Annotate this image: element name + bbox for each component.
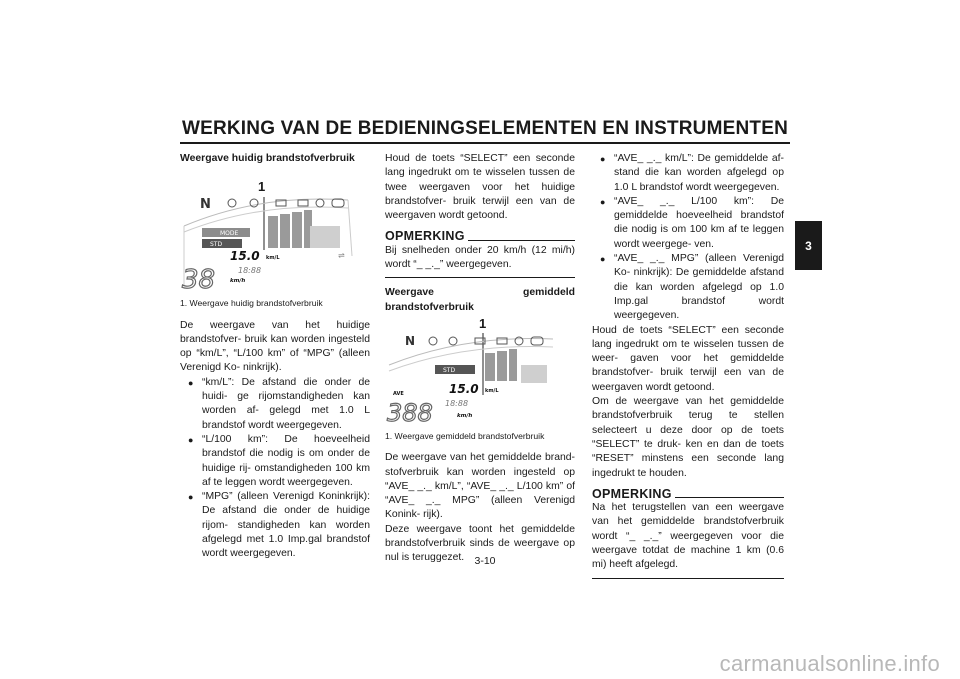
figure-callout: 1: [258, 179, 266, 195]
fuel-value: 15.0: [230, 249, 260, 264]
bullet-icon: ●: [600, 196, 606, 207]
paragraph: Om de weergave van het gemiddelde brandstofverbruik terug te stellen selecteert u deze door op de toets “SELECT” te druk- ken en dan de toets “RESET” minstens een seconde lang ingedrukt te houden.: [592, 396, 784, 479]
page-number: 3-10: [474, 555, 496, 567]
figure-current-fuel: [180, 166, 370, 294]
fuel-unit: km/L: [485, 387, 499, 394]
std-label: STD: [443, 366, 456, 374]
paragraph: Deze weergave toont het gemiddelde brandstofverbruik sinds de weergave op nul is teruggezet.: [385, 523, 575, 564]
note-text: Na het terugstellen van een weergave van het gemiddelde brandstofverbruik wordt “_ _._” weergegeven voor die weergave totdat de machine 1 km (0.6 mi) heeft afgelegd.: [592, 502, 784, 571]
paragraph: Houd de toets “SELECT” een seconde lang ingedrukt om te wisselen tussen de twee weergaven voor het huidige brandstofver- bruik terwijl een van de weergaven wordt getoond.: [385, 153, 575, 222]
note-end-rule: [385, 277, 575, 278]
list-item: ● “AVE_ _._ L/100 km”: De gemiddelde hoeveelheid brandstof die nodig is om 100 km af te leggen wordt weergege- ven.: [600, 195, 784, 250]
list-item: ● “AVE_ _._ km/L”: De gemiddelde af- stand die kan worden afgelegd op 1.0 L brandstof wordt weergegeven.: [600, 153, 784, 193]
svg-text:N: N: [200, 197, 211, 213]
bullet-list: [592, 152, 784, 324]
note-heading: [592, 487, 784, 501]
column-1: [180, 152, 370, 562]
note-text: Bij snelheden onder 20 km/h (12 mi/h) wordt “_ _._” weergegeven.: [385, 244, 575, 271]
bullet-icon: ●: [188, 434, 194, 445]
paragraph: De weergave van het huidige brandstofver- bruik kan worden ingesteld op “km/L”, “L/100 km” of “MPG” (alleen Verenigd Ko- ninkrijk).: [180, 319, 370, 374]
svg-text:N: N: [405, 333, 416, 348]
heading-average-fuel: Weergave gemiddeld brandstofverbruik: [385, 287, 575, 313]
figure-caption: 1. Weergave gemiddeld brandstofverbruik: [385, 430, 545, 441]
clock: 18:88: [445, 398, 469, 408]
list-item: ● “AVE_ _._ MPG” (alleen Verenigd Ko- ninkrijk): De gemiddelde afstand die kan worden afgelegd op 1.0 Imp.gal brandstof wordt weergegeven.: [600, 253, 784, 322]
list-item: ● “L/100 km”: De hoeveelheid brandstof die nodig is om onder de huidige rij- omstandigheden 100 km af te leggen wordt weergegeven.: [188, 433, 370, 488]
header-rule: [180, 142, 790, 144]
column-2: [385, 152, 575, 566]
svg-text:⇌: ⇌: [338, 251, 345, 261]
speed-unit: km/h: [457, 412, 473, 419]
bullet-list: [180, 376, 370, 562]
page-header-title: WERKING VAN DE BEDIENINGSELEMENTEN EN INSTRUMENTEN: [181, 118, 789, 139]
speed-digits: 388: [387, 398, 433, 427]
list-item: ● “MPG” (alleen Verenigd Koninkrijk): De afstand die onder de huidige rijom- standigheden kan worden afgelegd met 1.0 Imp.gal brandstof wordt weergegeven.: [188, 491, 370, 560]
note-label: OPMERKING: [385, 229, 465, 244]
fuel-value: 15.0: [449, 381, 479, 396]
note-end-rule: [592, 578, 784, 579]
instrument-cluster-image: [385, 315, 575, 427]
list-item: ● “km/L”: De afstand die onder de huidi- ge rijomstandigheden kan worden af- gelegd met 1.0 L brandstof wordt weergegeven.: [188, 376, 370, 431]
column-3: [592, 152, 784, 587]
instrument-cluster-image: [180, 166, 370, 294]
figure-callout: 1: [479, 315, 487, 331]
ave-label: AVE: [393, 390, 404, 397]
mode-label: MODE: [220, 230, 239, 238]
speed-unit: km/h: [230, 278, 246, 285]
std-label: STD: [210, 241, 223, 249]
bullet-icon: ●: [188, 492, 194, 503]
speed-digits: 38: [182, 265, 216, 295]
section-tab: 3: [795, 221, 822, 270]
note-label: OPMERKING: [592, 486, 672, 501]
figure-caption: 1. Weergave huidig brandstofverbruik: [180, 298, 323, 309]
paragraph: De weergave van het gemiddelde brand- stofverbruik kan worden ingesteld op “AVE_ _._ km/L”, “AVE_ _._ L/100 km” of “AVE_ _._ MPG” (alleen Verenigd Konink- rijk).: [385, 452, 575, 521]
bullet-icon: ●: [600, 254, 606, 265]
heading-current-fuel: Weergave huidig brandstofverbruik: [180, 153, 355, 164]
bullet-icon: ●: [188, 377, 194, 388]
bullet-icon: ●: [600, 154, 606, 164]
figure-average-fuel: [385, 315, 575, 427]
paragraph: Houd de toets “SELECT” een seconde lang ingedrukt om te wisselen tussen de weer- gaven voor het gemiddelde brandstofver- bruik terwijl een van de weergaven wordt getoond.: [592, 324, 784, 393]
watermark: carmanualsonline.info: [719, 651, 940, 676]
clock: 18:88: [238, 266, 262, 276]
note-heading: [385, 229, 575, 243]
fuel-unit: km/L: [266, 255, 280, 262]
